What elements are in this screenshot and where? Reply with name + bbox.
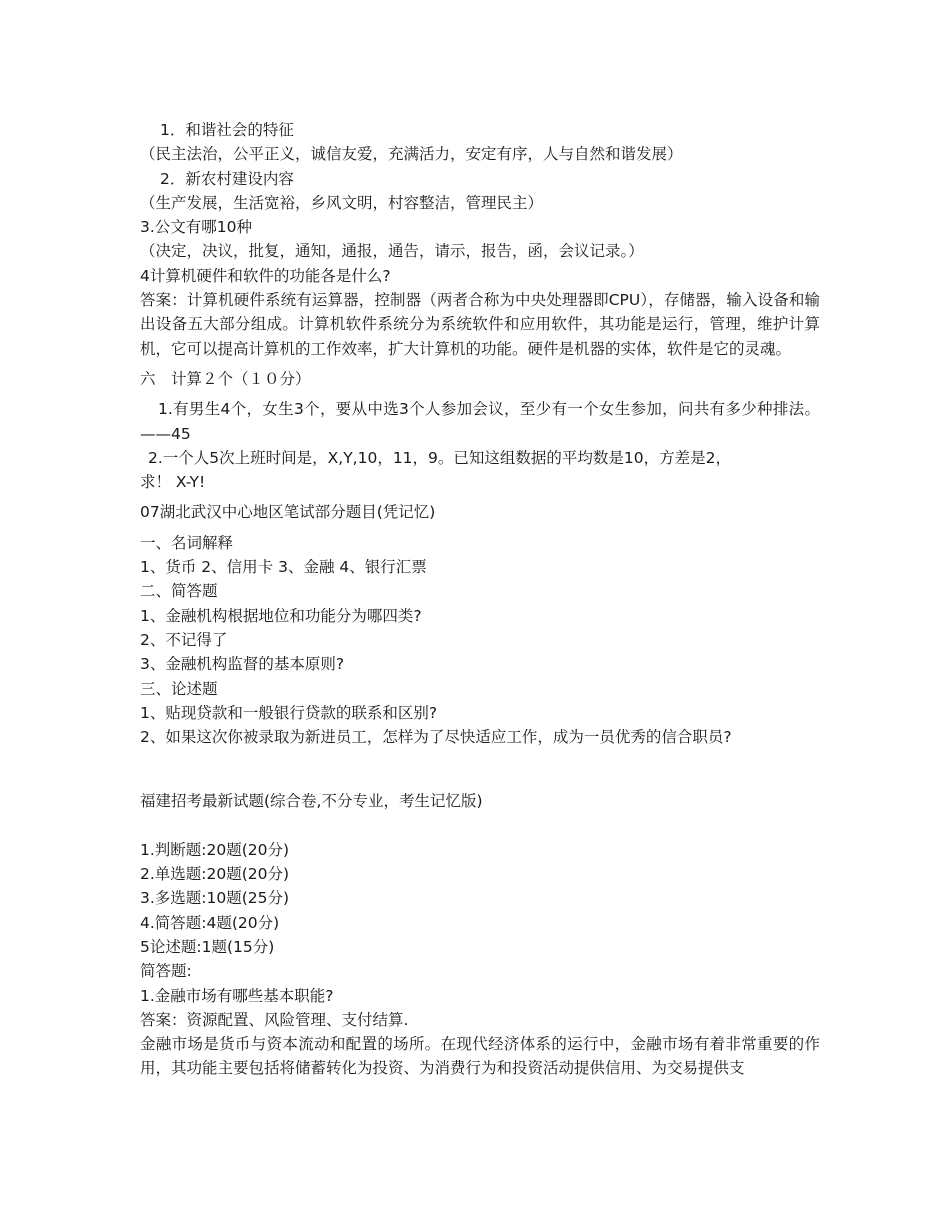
term-list: 1、货币 2、信用卡 3、金融 4、银行汇票	[140, 558, 427, 577]
exam-item-short-answer: 4.简答题:4题(20分)	[140, 913, 280, 932]
question-financial-market: 1.金融市场有哪些基本职能?	[140, 986, 334, 1005]
answer-financial-market: 答案：资源配置、风险管理、支付结算.	[140, 1010, 409, 1029]
question-new-countryside: 2．新农村建设内容	[160, 169, 294, 188]
calculation-problem-2-line-2: 求！ X-Y!	[140, 473, 206, 492]
answer-harmonious-society: （民主法治，公平正义，诚信友爱，充满活力，安定有序，人与自然和谐发展）	[140, 145, 683, 164]
section-heading-calculation: 六 计算２个（１０分）	[140, 369, 311, 388]
financial-market-paragraph: 金融市场是货币与资本流动和配置的场所。在现代经济体系的运行中，金融市场有着非常重要的作用，其功能主要包括将储蓄转化为投资、为消费行为和投资活动提供信用、为交易提供支	[140, 1035, 820, 1078]
wuhan-exam-title: 07湖北武汉中心地区笔试部分题目(凭记忆)	[140, 503, 436, 522]
exam-item-multiple-choice: 3.多选题:10题(25分)	[140, 889, 290, 908]
essay-question-1: 1、贴现贷款和一般银行贷款的联系和区别?	[140, 703, 438, 722]
calculation-problem-1: 1.有男生4个，女生3个，要从中选3个人参加会议，至少有一个女生参加，问共有多少种排法。——45	[140, 400, 820, 443]
calculation-problem-2-line-1: 2.一个人5次上班时间是，X,Y,10，11，9。已知这组数据的平均数是10，方差是2，	[148, 448, 731, 467]
document-page	[140, 118, 820, 1081]
heading-short-answer: 二、简答题	[140, 582, 218, 601]
answer-hardware-software: 答案：计算机硬件系统有运算器，控制器（两者合称为中央处理器即CPU），存储器，输入设备和输出设备五大部分组成。计算机软件系统分为系统软件和应用软件，其功能是运行，管理，维护计算机，它可以提高计算机的工作效率，扩大计算机的功能。硬件是机器的实体，软件是它的灵魂。	[140, 291, 820, 358]
short-answer-2: 2、不记得了	[140, 630, 228, 649]
exam-item-true-false: 1.判断题:20题(20分)	[140, 840, 290, 859]
short-answer-3: 3、金融机构监督的基本原则?	[140, 655, 345, 674]
heading-essay: 三、论述题	[140, 679, 218, 698]
answer-document-types: （决定，决议，批复，通知，通报，通告，请示，报告，函，会议记录。）	[140, 242, 644, 261]
exam-item-essay: 5论述题:1题(15分)	[140, 937, 275, 956]
question-document-types: 3.公文有哪10种	[140, 218, 253, 237]
essay-question-2: 2、如果这次你被录取为新进员工，怎样为了尽快适应工作，成为一员优秀的信合职员?	[140, 728, 732, 747]
question-hardware-software: 4计算机硬件和软件的功能各是什么?	[140, 266, 391, 285]
heading-short-answer-fujian: 简答题:	[140, 962, 192, 981]
heading-term-explanation: 一、名词解释	[140, 533, 234, 552]
question-harmonious-society: 1．和谐社会的特征	[160, 121, 294, 139]
answer-new-countryside: （生产发展，生活宽裕，乡风文明，村容整洁，管理民主）	[140, 193, 544, 212]
exam-item-single-choice: 2.单选题:20题(20分)	[140, 865, 290, 884]
fujian-exam-title: 福建招考最新试题(综合卷,不分专业，考生记忆版)	[140, 792, 483, 811]
short-answer-1: 1、金融机构根据地位和功能分为哪四类?	[140, 606, 422, 625]
